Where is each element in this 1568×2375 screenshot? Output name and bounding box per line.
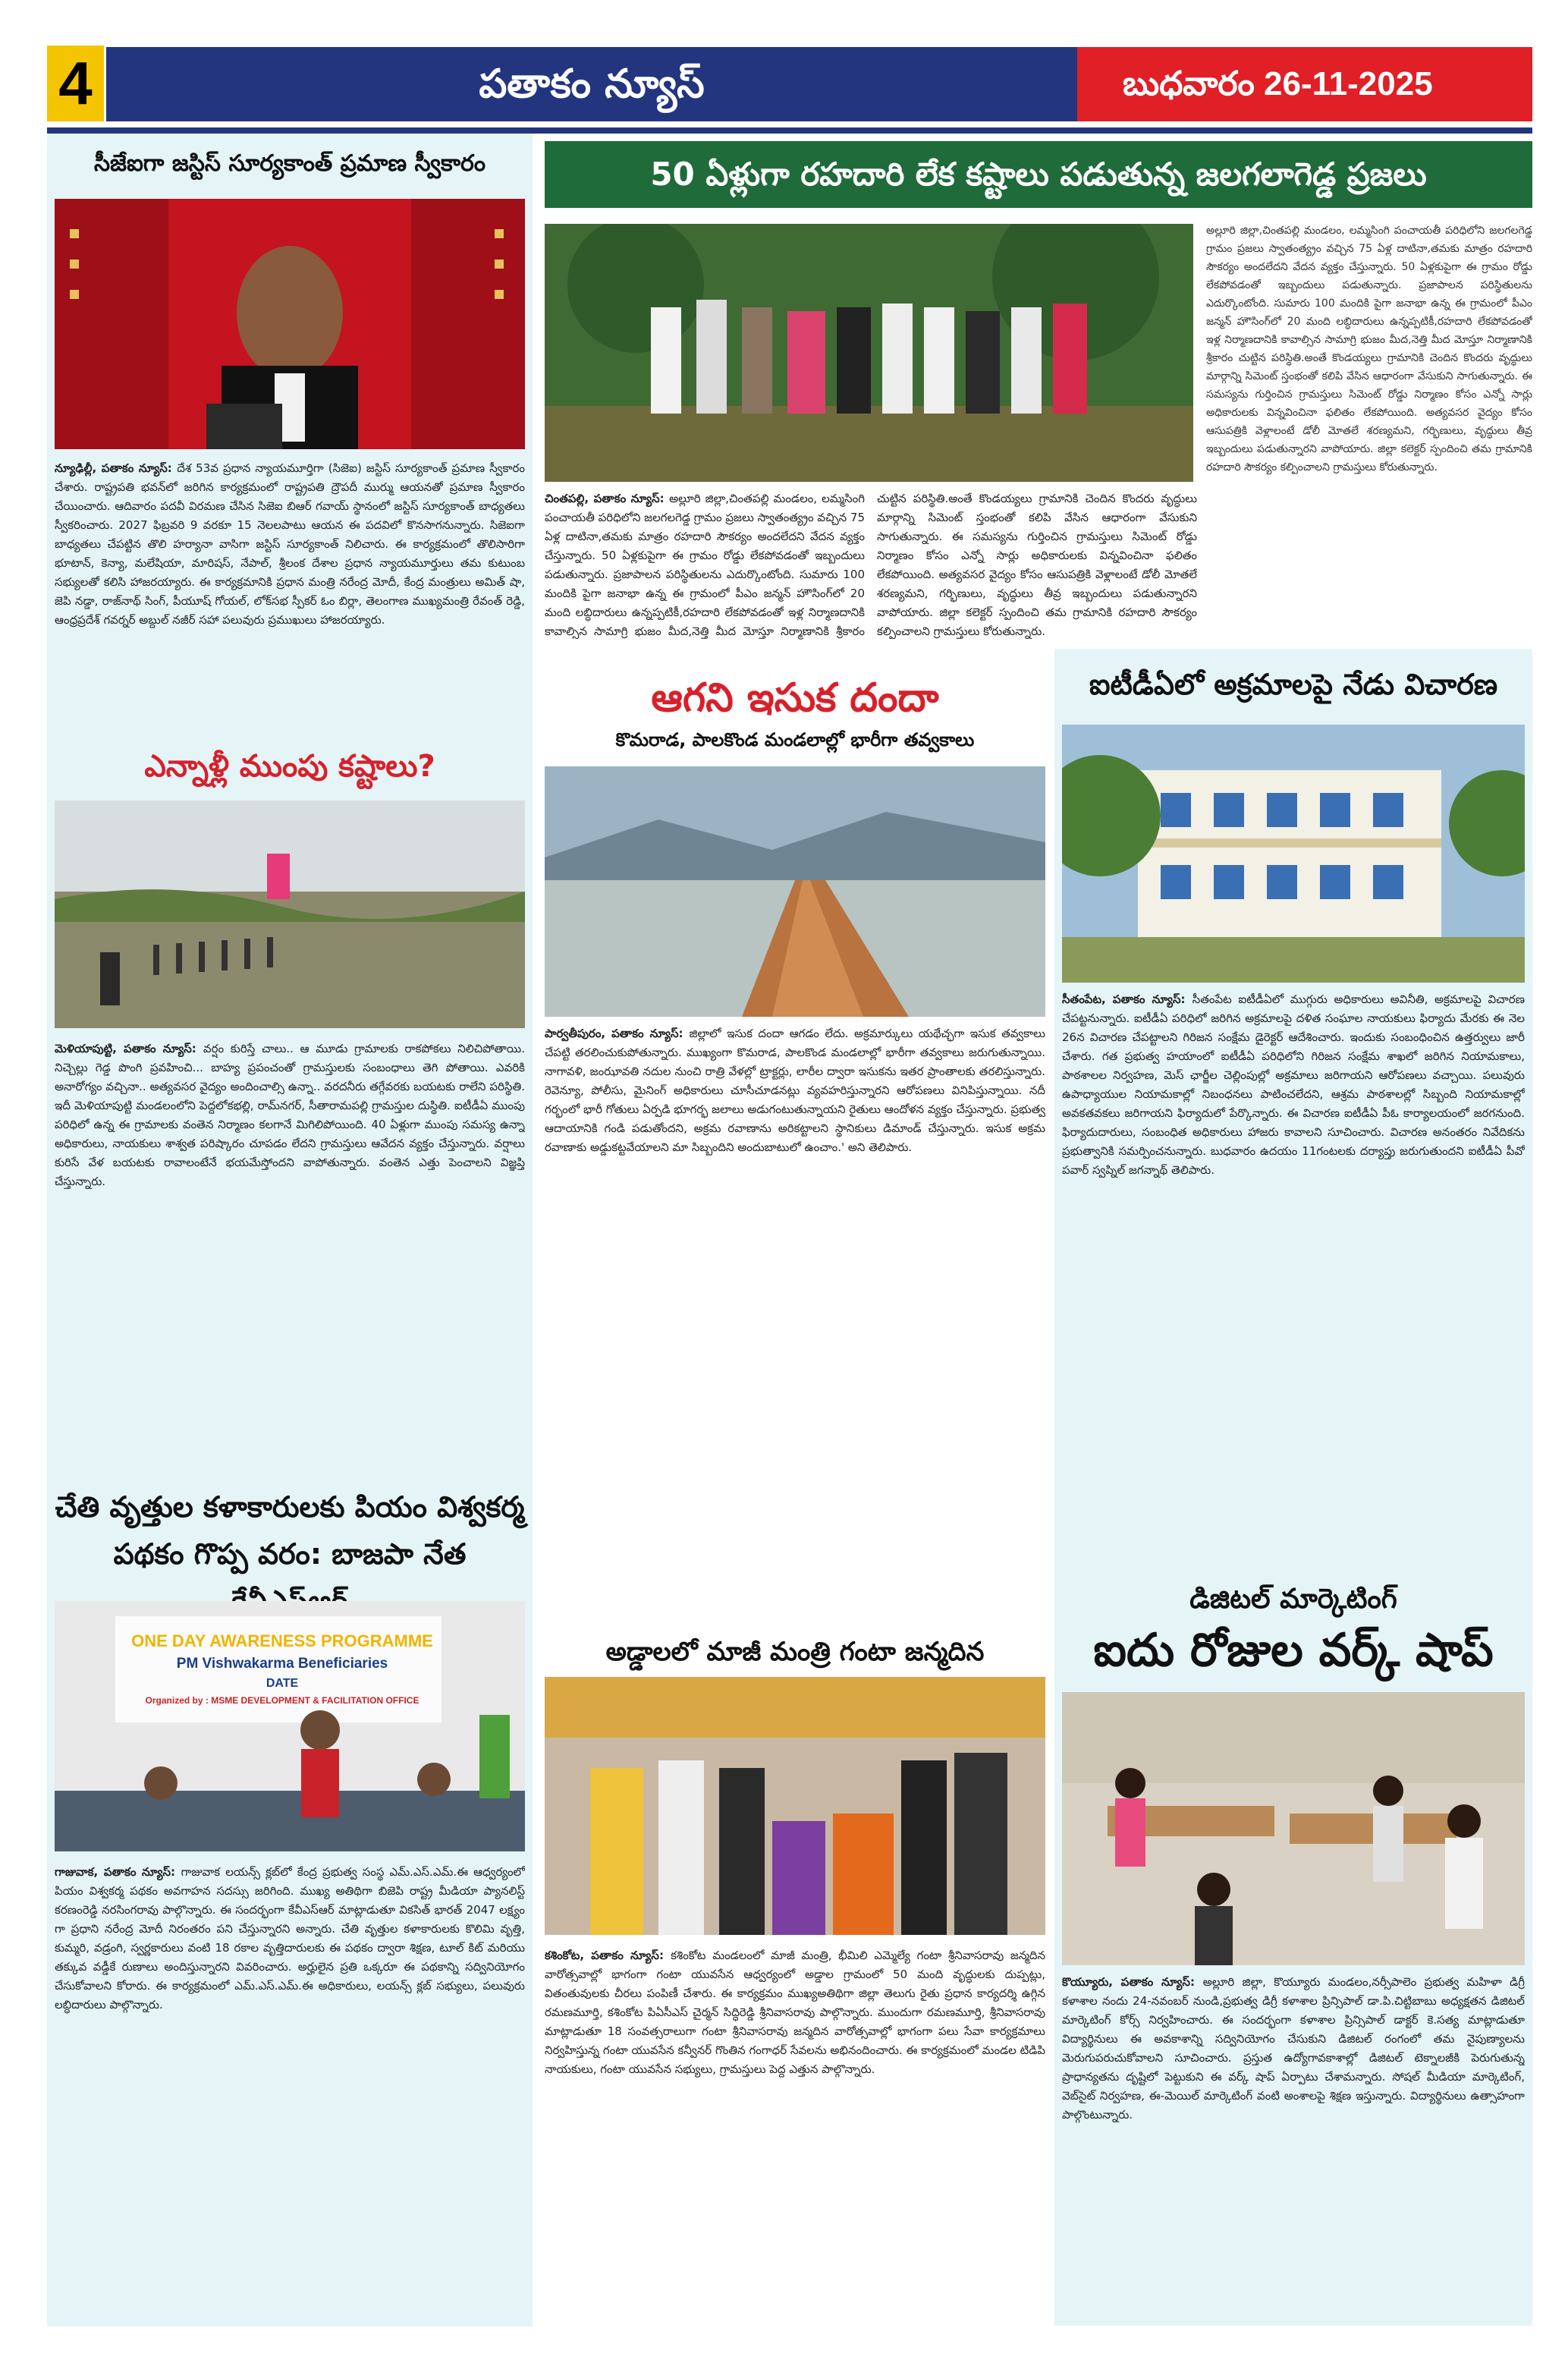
story1-body	[55, 459, 525, 747]
story1-headline: సీజేఐగా జస్టిస్ సూర్యకాంత్ ప్రమాణ స్వీకారం	[93, 150, 486, 177]
date-line: బుధవారం 26-11-2025	[1077, 47, 1532, 121]
story3-headline: చేతి వృత్తుల కళాకారులకు పియం విశ్వకర్మ పథకం గొప్ప వరం: బాజపా నేత	[55, 1490, 525, 1571]
story6-headline: అడ్డాలలో మాజీ మంత్రి గంటా జన్మదిన	[605, 1637, 985, 1667]
banner-line2: PM Vishwakarma Beneficiaries	[176, 1656, 388, 1672]
story8-headline: ఐదు రోజుల వర్క్ షాప్	[1093, 1624, 1494, 1677]
story5-text: జిల్లాలో ఇసుక దందా ఆగడం లేదు. అక్రమార్కులు యథేచ్ఛగా ఇసుక తవ్వకాలు చేపట్టి తరలించుకుపోతున్నారు. ముఖ్యంగా కొమరాడ, పాలకొండ మండలాల్లో భారీగా తవ్వకాలు జరుగుతున్నాయి. నాగావళి, జంఝావతి నదుల నుంచి రాత్రి వేళల్లో ట్రాక్టర్లు, లారీల ద్వారా ఇసుకను ఇతర ప్రాంతాలకు తరలిస్తున్నారు. రెవెన్యూ, పోలీసు, మైనింగ్ అధికారులు చూసీచూడనట్లు వ్యవహరిస్తున్నారని ఆరోపణలు వినిపిస్తున్నాయి. నదీ గర్భంలో భారీ గోతులు ఏర్పడి భూగర్భ జలాలు అడుగంటుతున్నాయని రైతులు ఆందోళన వ్యక్తం చేస్తున్నారు. ప్రభుత్వ ఆదాయానికి గండి పడుతోందని, అక్రమ రవాణాను అరికట్టాలని స్థానికులు డిమాండ్ చేస్తున్నారు. ఇసుక అక్రమ రవాణాకు అడ్డుకట్టవేయాలని మా సిబ్బందిని అందుబాటులో ఉంచాం.' అని తెలిపారు.	[545, 1027, 1045, 1154]
story8-dateline: కొయ్యూరు, పతాకం న్యూస్:	[1062, 1975, 1203, 1989]
story3-dateline: గాజువాక, పతాకం న్యూస్:	[55, 1865, 181, 1879]
story2-dateline: మెళియాపుట్టి, పతాకం న్యూస్:	[55, 1042, 203, 1055]
story1-dateline: న్యూఢిల్లీ, పతాకం న్యూస్:	[55, 461, 178, 475]
story3-text: గాజువాక లయన్స్ క్లబ్‌లో కేంద్ర ప్రభుత్వ సంస్థ ఎమ్.ఎస్.ఎమ్.ఈ ఆధ్వర్యంలో పియం విశ్వకర్మ పథకం అవగాహన సదస్సు జరిగింది. ముఖ్య అతిథిగా బిజెపి రాష్ట్ర మీడియా ప్యానలిస్ట్ కరణంరెడ్డి నరసింగరావు పాల్గొన్నారు. ఈ సందర్భంగా కేవీఎస్ఆర్ మాట్లాడుతూ వికసిత్ భారత్ 2047 లక్ష్యం గా ప్రధాని నరేంద్ర మోదీ నిరంతరం పని చేస్తున్నారని అన్నారు. చేతి వృత్తుల కళాకారులకు కొలిమి వృత్తి, కుమ్మరి, వడ్రంగి, స్వర్ణకారులు వంటి 18 రకాల వృత్తిదారులకు ఈ పథకం ద్వారా శిక్షణ, టూల్ కిట్ మరియు తక్కువ వడ్డీకే రుణాలు అందిస్తున్నారని వివరించారు. అర్హులైన ప్రతి ఒక్కరూ ఈ పథకాన్ని సద్వినియోగం చేసుకోవాలని కోరారు. ఈ కార్యక్రమంలో ఎమ్.ఎస్.ఎమ్.ఈ అధికారులు, లయన్స్ క్లబ్ సభ్యులు, పలువురు లబ్ధిదారులు పాల్గొన్నారు.	[55, 1865, 525, 2012]
story2-headline: ఎన్నాళ్లీ ముంపు కష్టాలు?	[144, 749, 435, 784]
story8-kicker: డిజిటల్ మార్కెటింగ్	[1189, 1584, 1397, 1615]
story3-body	[55, 1863, 525, 2318]
story6-text: కశింకోట మండలంలో మాజీ మంత్రి, భీమిలి ఎమ్మెల్యే గంటా శ్రీనివాసరావు జన్మదిన వారోత్సవాల్లో భాగంగా గంటా యువసేన ఆధ్వర్యంలో అడ్డాల గ్రామంలో 50 మంది వృద్ధులకు దుప్పట్లు, వితంతువులకు చీరలు పంపిణీ చేశారు. ఈ కార్యక్రమం ముఖ్యఅతిథిగా జిల్లా తెలుగు రైతు ప్రధాన కార్యదర్శి ఉగ్గిన రమణమూర్తి, కశింకోట పిఏసీఎస్ చైర్మన్ సిద్ధిరెడ్డి శ్రీనివాసరావు పాల్గొన్నారు. ముందుగా రమణమూర్తి, శ్రీనివాసరావు మాట్లాడుతూ 18 సంవత్సరాలుగా గంటా శ్రీనివాసరావు జన్మదిన వారోత్సవాల్లో భాగంగా పలు సేవా కార్యక్రమాలు నిర్వహిస్తున్న గంటా యువసేన కన్వీనర్ గొంతిన గంగాధర్ సేవలను అభినందించారు. ఈ కార్యక్రమంలో మండల టిడిపి నాయకులు, గంటా యువసేన సభ్యులు, గ్రామస్తులు పెద్ద ఎత్తున పాల్గొన్నారు.	[545, 1949, 1045, 2076]
story4-photo	[545, 224, 1193, 482]
story3-photo	[55, 1601, 525, 1851]
banner-line4: Organized by : MSME DEVELOPMENT & FACILITATION OFFICE	[145, 1695, 419, 1706]
story1-photo	[55, 199, 525, 449]
story5-subhead: కొమరాడ, పాలకొండ మండలాల్లో భారీగా తవ్వకాలు	[615, 729, 975, 750]
story8-text: అల్లూరి జిల్లా, కొయ్యూరు మండలం,నర్సీపాలెం ప్రభుత్వ మహిళా డిగ్రీ కళాశాల నందు 24-నవంబర్ నుండి,ప్రభుత్వ డిగ్రీ కళాశాల ప్రిన్సిపాల్ డా.పి.చిట్టిబాబు అధ్యక్షతన డిజిటల్ మార్కెటింగ్ కోర్స్ నిర్వహించారు. ఈ సందర్భంగా కళాశాల ప్రిన్సిపాల్ డాక్టర్ కె.సత్య మాట్లాడుతూ విద్యార్థినులు ఈ అవకాశాన్ని సద్వినియోగం చేసుకుని డిజిటల్ రంగంలో తమ నైపుణ్యాలను మెరుగుపరుచుకోవాలని సూచించారు. ప్రస్తుత ఉద్యోగావకాశాల్లో డిజిటల్ టెక్నాలజీకి పెరుగుతున్న ప్రాధాన్యతను దృష్టిలో పెట్టుకుని ఈ వర్క్ షాప్ ఏర్పాటు చేశామన్నారు. సోషల్ మీడియా మార్కెటింగ్, వెబ్‌సైట్ నిర్వహణ, ఈ-మెయిల్ మార్కెటింగ్ వంటి అంశాలపై శిక్షణ ఇస్తున్నారు. విద్యార్థినులు ఉత్సాహంగా పాల్గొంటున్నారు.	[1062, 1975, 1525, 2122]
story4-text-continued: అల్లూరి జిల్లా,చింతపల్లి మండలం, లమ్మసింగి పంచాయతీ పరిధిలోని జలగలగెడ్డ గ్రామం ప్రజలు స్వాతంత్య్రం వచ్చిన 75 ఏళ్ల దాటినా,తమకు మాత్రం రహదారి సౌకర్యం అందలేదని వేదన వ్యక్తం చేస్తున్నారు. 50 ఏళ్లకుపైగా ఈ గ్రామం రోడ్డు లేకపోవడంతో ఇబ్బందులు పడుతున్నారు. ప్రజాపాలన పరిస్థితులను ఎదుర్కొంటోంది. సుమారు 100 మందికి పైగా జనాభా ఉన్న ఈ గ్రామంలో పీఎం జన్మన్ హౌసింగ్‌లో 20 మంది లబ్ధిదారులు ఉన్నప్పటికీ,రహదారి లేకపోవడంతో ఇళ్ల నిర్మాణదానికి కావాల్సిన సామాగ్రి భుజం మీద,నెత్తి మీద మోస్తూ నిర్మాణానికి శ్రీకారం చుట్టిన పరిస్థితి.అంతే కొండయ్యలు గ్రామానికి చెందిన కొందరు వృద్ధులు మార్గాన్ని సిమెంట్ స్తంభంతో కలిపి వేసిన ఆధారంగా వేసుకుని సాగుతున్నారు. ఈ సమస్యను గుర్తించిన గ్రామస్తులు సిమెంట్ రోడ్డు నిర్మాణం కోసం ఎన్నో సార్లు అధికారులకు విన్నవించినా ఫలితం లేకపోయింది. అత్యవసర వైద్యం కోసం ఆసుపత్రికి వెళ్లాలంటే డోలీ మోతలే శరణ్యమని, గర్భిణులు, వృద్ధులు తీవ్ర ఇబ్బందులు పడుతున్నారని వాపోయారు. జిల్లా కలెక్టర్ స్పందించి తమ గ్రామానికి రహదారి సౌకర్యం కల్పించాలని గ్రామస్తులు కోరుతున్నారు.	[1206, 225, 1532, 473]
story7-text: సీతంపేట ఐటీడీఏలో ముగ్గురు అధికారులు అవినీతి, అక్రమాలపై విచారణ చేపట్టనున్నారు. ఐటీడీఏ పరిధిలో జరిగిన అక్రమాలపై దళిత సంఘాల నాయకులు ఫిర్యాదు మేరకు ఈ నెల 26న విచారణ చేపట్టాలని గిరిజన సంక్షేమ డైరెక్టర్ ఆదేశించారు. ఇందుకు సంబంధించిన ఉత్తర్వులు జారీ చేశారు. గత ప్రభుత్వ హయాంలో ఐటీడీఏ పరిధిలోని గిరిజన సంక్షేమ శాఖలో జరిగిన నియామకాలు, పాఠశాలల నిర్వహణ, మెస్ ఛార్జీల చెల్లింపుల్లో అక్రమాలు జరిగాయని ఆరోపణలు వచ్చాయి. పలువురు ఉపాధ్యాయుల నియామకాల్లో నిబంధనలు పాటించలేదని, ఆశ్రమ పాఠశాలల్లో సిబ్బంది నియామకాల్లో అవకతవకలు జరిగాయని ఫిర్యాదులో పేర్కొన్నారు. ఈ విచారణ ఐటీడీఏ పీఓ కార్యాలయంలో జరగనుంది. ఫిర్యాదుదారులు, సంబంధిత అధికారులు హాజరు కావాలని సూచించారు. విచారణ అనంతరం నివేదికను ప్రభుత్వానికి సమర్పించనున్నారు. బుధవారం ఉదయం 11గంటలకు దర్యాప్తు జరుగుతుందని ఐటీడీఏ పీవో పవార్ స్వప్నిల్ జగన్నాథ్ తెలిపారు.	[1062, 992, 1525, 1177]
masthead-rule	[47, 127, 1532, 134]
story5-photo	[545, 766, 1045, 1017]
story4-body-a	[545, 489, 1197, 668]
story4-dateline: చింతపల్లి, పతాకం న్యూస్:	[545, 492, 670, 505]
story4-text: అల్లూరి జిల్లా,చింతపల్లి మండలం, లమ్మసింగి పంచాయతీ పరిధిలోని జలగలగెడ్డ గ్రామం ప్రజలు స్వాతంత్య్రం వచ్చిన 75 ఏళ్ల దాటినా,తమకు మాత్రం రహదారి సౌకర్యం అందలేదని వేదన వ్యక్తం చేస్తున్నారు. 50 ఏళ్లకుపైగా ఈ గ్రామం రోడ్డు లేకపోవడంతో ఇబ్బందులు పడుతున్నారు. ప్రజాపాలన పరిస్థితులను ఎదుర్కొంటోంది. సుమారు 100 మందికి పైగా జనాభా ఉన్న ఈ గ్రామంలో పీఎం జన్మన్ హౌసింగ్‌లో 20 మంది లబ్ధిదారులు ఉన్నప్పటికీ,రహదారి లేకపోవడంతో ఇళ్ల నిర్మాణదానికి కావాల్సిన సామాగ్రి భుజం మీద,నెత్తి మీద మోస్తూ నిర్మాణానికి శ్రీకారం చుట్టిన పరిస్థితి.అంతే కొండయ్యలు గ్రామానికి చెందిన కొందరు వృద్ధులు మార్గాన్ని సిమెంట్ స్తంభంతో కలిపి వేసిన ఆధారంగా వేసుకుని సాగుతున్నారు. ఈ సమస్యను గుర్తించిన గ్రామస్తులు సిమెంట్ రోడ్డు నిర్మాణం కోసం ఎన్నో సార్లు అధికారులకు విన్నవించినా ఫలితం లేకపోయింది. అత్యవసర వైద్యం కోసం ఆసుపత్రికి వెళ్లాలంటే డోలీ మోతలే శరణ్యమని, గర్భిణులు, వృద్ధులు తీవ్ర ఇబ్బందులు పడుతున్నారని వాపోయారు. జిల్లా కలెక్టర్ స్పందించి తమ గ్రామానికి రహదారి సౌకర్యం కల్పించాలని గ్రామస్తులు కోరుతున్నారు.	[545, 492, 1197, 638]
story8-photo	[1062, 1692, 1525, 1965]
paper-name: పతాకం న్యూస్	[479, 61, 705, 107]
story7-photo	[1062, 725, 1525, 983]
story7-body	[1062, 990, 1525, 1578]
story8-body	[1062, 1973, 1525, 2318]
story1-text: దేశ 53వ ప్రధాన న్యాయమూర్తిగా (సిజెఐ) జస్టిస్ సూర్యకాంత్ ప్రమాణ స్వీకారం చేశారు. రాష్ట్రపతి భవన్‌లో జరిగిన కార్యక్రమంలో రాష్ట్రపతి ద్రౌపదీ ముర్ము ఆయనతో ప్రమాణ స్వీకారం చేయించారు. ఆదివారం పదవీ విరమణ చేసిన సిజెఐ బిఆర్ గవాయ్ స్థానంలో జస్టిస్ సూర్యకాంత్ బాధ్యతలు స్వీకరించారు. 2027 ఫిబ్రవరి 9 వరకూ 15 నెలలపాటు ఆయన ఈ పదవిలో కొనసాగనున్నారు. సిజెఐగా బాధ్యతలు చేపట్టిన తొలి హర్యానా వాసిగా జస్టిస్ సూర్యకాంత్ నిలిచారు. ఈ కార్యక్రమంలో తొలిసారిగా భూటాన్, కెన్యా, మలేషియా, మారిషస్, నేపాల్, శ్రీలంక దేశాల ప్రధాన న్యాయమూర్తులు తమ కుటుంబ సభ్యులతో కలిసి హాజరయ్యారు. ఈ కార్యక్రమానికి ప్రధాన మంత్రి నరేంద్ర మోదీ, కేంద్ర మంత్రులు అమిత్ షా, జెపి నడ్డా, రాజ్‌నాథ్ సింగ్, పీయూష్ గోయల్, లోక్‌సభ స్పీకర్ ఓం బిర్లా, తెలంగాణ ముఖ్యమంత్రి రేవంత్ రెడ్డి, ఆంధ్రప్రదేశ్ గవర్నర్ అబ్దుల్ నజీర్ సహా పలువురు ప్రముఖులు హాజరయ్యారు.	[55, 461, 525, 627]
story7-dateline: సీతంపేట, పతాకం న్యూస్:	[1062, 992, 1192, 1006]
banner-line1: ONE DAY AWARENESS PROGRAMME	[131, 1631, 433, 1650]
story6-body	[545, 1946, 1045, 2303]
story2-body	[55, 1040, 525, 1472]
story4-headline: 50 ఏళ్లుగా రహదారి లేక కష్టాలు పడుతున్న జలగలాగెడ్డ ప్రజలు	[545, 141, 1532, 208]
story4-body-b	[1206, 222, 1532, 677]
story6-photo	[545, 1677, 1045, 1935]
story2-photo	[55, 801, 525, 1028]
story2-text: వర్షం కురిస్తే చాలు.. ఆ మూడు గ్రామాలకు రాకపోకలు నిలిచిపోతాయి. నిచ్చెల్లు గెడ్డ పొంగి ప్రవహించి... బాహ్య ప్రపంచంతో గ్రామస్తులకు సంబంధాలు తెగి పోతాయి. ఎవరికి అనారోగ్యం వచ్చినా.. అత్యవసర వైద్యం అందించాల్సి ఉన్నా.. వరదనీరు తగ్గేవరకు బయటకు రాలేని పరిస్థితి. ఇదీ మెళియాపుట్టి మండలంలోని పెద్దలోకభల్లి, రామ్‌నగర్, సీతారామపల్లి గ్రామస్తుల దుస్థితి. ఐటీడీఏ ముంపు పరిధిలో ఉన్న ఈ గ్రామాలకు వంతెన నిర్మాణం కలగానే మిగిలిపోయింది. 40 ఏళ్లుగా ముంపు సమస్య ఉన్నా అధికారులు, నాయకులు శాశ్వత పరిష్కారం చూపడం లేదని గ్రామస్తులు ఆవేదన వ్యక్తం చేస్తున్నారు. వర్షాలు కురిసే వేళ బయటకు రావాలంటేనే భయమేస్తోందని వాపోతున్నారు. వంతెన ఎత్తు పెంచాలని విజ్ఞప్తి చేస్తున్నారు.	[55, 1042, 525, 1188]
story5-body	[545, 1024, 1045, 1631]
story7-headline: ఐటీడీఏలో అక్రమాలపై నేడు విచారణ	[1089, 668, 1498, 701]
story5-headline: ఆగని ఇసుక దందా	[651, 675, 939, 721]
banner-line3: DATE	[266, 1677, 299, 1690]
page-number: 4	[47, 46, 104, 121]
story6-dateline: కశింకోట, పతాకం న్యూస్:	[545, 1949, 671, 1962]
story5-dateline: పార్వతీపురం, పతాకం న్యూస్:	[545, 1027, 690, 1040]
